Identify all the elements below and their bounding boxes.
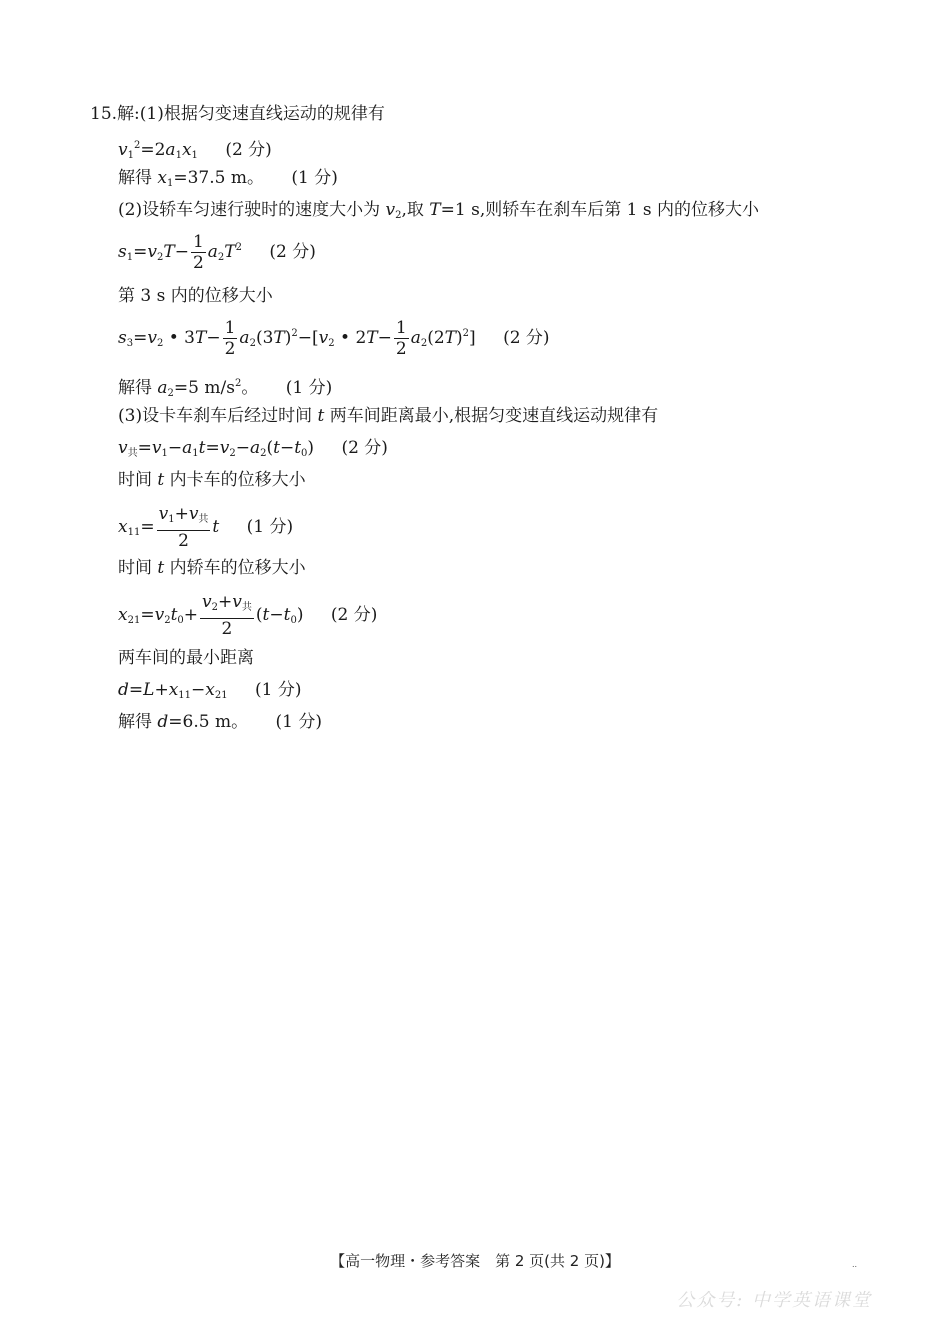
- result-prefix: 解得: [118, 168, 152, 188]
- part2-intro: (2)设轿车匀速行驶时的速度大小为 $v_2$,取 T=1 s,则轿车在刹车后第 1 s 内的位移大小: [118, 200, 759, 221]
- score-label: (2 分): [269, 242, 316, 262]
- fraction-avg-speed: $\frac{v_2+v_共}{2}$: [202, 592, 252, 639]
- fraction-half: $\frac{1}{2}$: [192, 232, 204, 273]
- result-value: =6.5 m。: [168, 712, 249, 732]
- equation-d: $d=L+x_{11}-x_{21}$ (1 分): [118, 680, 302, 701]
- subscript-gong: 共: [241, 602, 252, 613]
- result-end: 。: [241, 378, 259, 398]
- equation-v1-squared: $v_1^2=2a_1x_1$ (2 分): [118, 140, 272, 161]
- car-displacement-label: 时间 t 内轿车的位移大小: [118, 558, 306, 578]
- result-d: 解得 d=6.5 m。 (1 分): [118, 712, 322, 732]
- part3-intro-end: 两车间距离最小,根据匀变速直线运动规律有: [329, 406, 659, 426]
- watermark-text: 公众号: 中学英语课堂: [676, 1290, 872, 1311]
- score-label: (1 分): [246, 517, 294, 537]
- question-intro: [90, 102, 385, 126]
- part2-intro-text: (2)设轿车匀速行驶时的速度大小为: [118, 200, 381, 220]
- score-label: (1 分): [275, 712, 322, 732]
- car-prefix: 时间: [118, 558, 152, 578]
- result-prefix: 解得: [118, 378, 152, 398]
- part2-third-second: [118, 284, 273, 308]
- fraction-half: $\frac{1}{2}$: [224, 318, 236, 359]
- part3-intro: (3)设卡车刹车后经过时间 t 两车间距离最小,根据匀变速直线运动规律有: [118, 406, 659, 426]
- part2-intro-end: =1 s,则轿车在刹车后第 1 s 内的位移大小: [440, 200, 759, 220]
- equation-v-common: $v_共=v_1-a_1t=v_2-a_2(t-t_0)$ (2 分): [118, 438, 388, 459]
- corner-mark: ..: [852, 1260, 858, 1269]
- truck-displacement-label: 时间 t 内卡车的位移大小: [118, 470, 306, 490]
- result-x1: 解得 $x_1=37.5$ m。 (1 分): [118, 168, 338, 189]
- third-second-text: 第 3 s 内的位移大小: [118, 286, 273, 306]
- truck-suffix: 内卡车的位移大小: [169, 470, 306, 490]
- part2-intro-mid: ,取: [401, 200, 424, 220]
- score-label: (2 分): [330, 605, 378, 625]
- equation-x21: $x_{21}=v_2t_0+$ $\frac{v_2+v_共}{2}$ $(t-t_0)$ (2 分): [118, 592, 378, 639]
- score-label: (2 分): [225, 140, 272, 160]
- score-label: (2 分): [503, 328, 550, 348]
- result-value: =5 m/s: [173, 378, 235, 398]
- result-prefix: 解得: [118, 712, 152, 732]
- truck-prefix: 时间: [118, 470, 152, 490]
- score-label: (2 分): [341, 438, 388, 458]
- result-a2: 解得 $a_2=5$ $m/s^2$。 (1 分): [118, 378, 333, 399]
- fraction-avg-speed: $\frac{v_1+v_共}{2}$: [158, 504, 209, 551]
- page-footer: 【高一物理・参考答案 第 2 页(共 2 页)】: [330, 1252, 620, 1270]
- car-suffix: 内轿车的位移大小: [169, 558, 306, 578]
- fraction-half: $\frac{1}{2}$: [395, 318, 407, 359]
- question-number: 15.: [90, 104, 118, 124]
- min-distance-label: [118, 646, 254, 670]
- score-label: (1 分): [285, 378, 333, 398]
- result-value: =37.5 m。: [173, 168, 264, 188]
- part3-intro-text: (3)设卡车刹车后经过时间: [118, 406, 313, 426]
- score-label: (1 分): [291, 168, 338, 188]
- score-label: (1 分): [255, 680, 302, 700]
- equation-s3: $s_3=v_2$ • 3T− $\frac{1}{2}$ $a_2(3T)^2-[v_2$ • 2T− $\frac{1}{2}$ $a_2(2T)^2$] (2 分): [118, 318, 550, 359]
- equation-x11: $x_{11}=$ $\frac{v_1+v_共}{2}$ t (1 分): [118, 504, 294, 551]
- intro-text: 解:(1)根据匀变速直线运动的规律有: [117, 104, 385, 124]
- equation-s1: $s_1=v_2T-$ $\frac{1}{2}$ $a_2T^2$ (2 分): [118, 232, 316, 273]
- subscript-gong: 共: [198, 514, 209, 525]
- subscript-gong: 共: [127, 448, 138, 459]
- min-distance-text: 两车间的最小距离: [118, 648, 254, 668]
